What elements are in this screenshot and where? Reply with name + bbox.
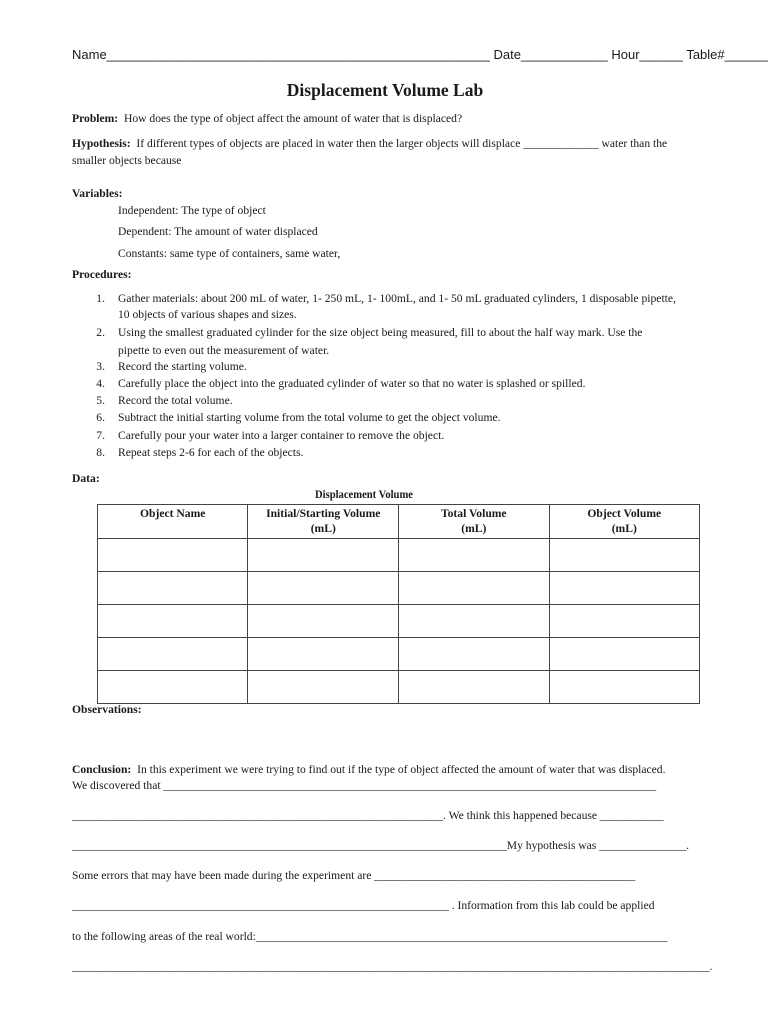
table-cell[interactable] [248, 539, 399, 572]
table-cell[interactable] [248, 638, 399, 671]
table-cell[interactable] [549, 539, 699, 572]
table-cell[interactable] [549, 572, 699, 605]
step-8: Repeat steps 2-6 for each of the objects. [118, 446, 304, 459]
problem-section [72, 112, 462, 125]
table-cell[interactable] [399, 605, 549, 638]
table-row [98, 671, 700, 704]
hypothesis-section [72, 137, 667, 150]
step-number: 4. [96, 377, 105, 390]
column-header-total-volume: Total Volume (mL) [399, 505, 549, 539]
name-field[interactable]: Name_____________________________________________________ [72, 47, 490, 62]
step-5: Record the total volume. [118, 394, 233, 407]
table-cell[interactable] [248, 671, 399, 704]
table-number-field[interactable]: Table#______ [686, 47, 769, 62]
table-row [98, 539, 700, 572]
table-cell[interactable] [248, 572, 399, 605]
table-cell[interactable] [98, 638, 248, 671]
column-header-initial-volume: Initial/Starting Volume (mL) [248, 505, 399, 539]
conclusion-line-3[interactable]: ________________________________________________________________. We think this happened because ___________ [72, 809, 664, 822]
student-header [72, 47, 768, 62]
conclusion-label: Conclusion: [72, 763, 132, 776]
procedures-label: Procedures: [72, 268, 132, 281]
conclusion-line-6[interactable]: _________________________________________________________________ . Information from this lab could be applied [72, 899, 655, 912]
independent-variable: Independent: The type of object [118, 204, 266, 217]
problem-text: How does the type of object affect the amount of water that is displaced? [123, 112, 463, 125]
step-number: 6. [96, 411, 105, 424]
hypothesis-line-1[interactable]: If different types of objects are placed in water then the larger objects will displace _____________ water than the [136, 137, 668, 150]
conclusion-line-4[interactable]: ___________________________________________________________________________My hypothesis was _______________. [72, 839, 690, 852]
conclusion-line-2[interactable]: We discovered that _____________________________________________________________________________________ [72, 779, 657, 792]
hypothesis-line-2[interactable]: smaller objects because [72, 154, 182, 167]
step-1-line-2: 10 objects of various shapes and sizes. [118, 308, 297, 321]
step-number: 2. [96, 326, 105, 339]
step-4: Carefully place the object into the graduated cylinder of water so that no water is splashed or spilled. [118, 377, 586, 390]
table-cell[interactable] [549, 605, 699, 638]
table-row [98, 605, 700, 638]
table-cell[interactable] [98, 671, 248, 704]
step-1-line-1: Gather materials: about 200 mL of water, 1- 250 mL, 1- 100mL, and 1- 50 mL graduated cylinders, 1 disposable pipette, [118, 292, 676, 305]
constants: Constants: same type of containers, same water, [118, 247, 341, 260]
column-header-object-volume: Object Volume (mL) [549, 505, 699, 539]
table-cell[interactable] [399, 638, 549, 671]
table-row [98, 638, 700, 671]
observations-label: Observations: [72, 703, 142, 716]
conclusion-line-5[interactable]: Some errors that may have been made during the experiment are _____________________________________________ [72, 869, 636, 882]
data-table [97, 504, 700, 704]
step-number: 7. [96, 429, 105, 442]
step-7: Carefully pour your water into a larger container to remove the object. [118, 429, 445, 442]
column-header-object-name: Object Name [98, 505, 248, 539]
table-cell[interactable] [98, 572, 248, 605]
date-field[interactable]: Date____________ [493, 47, 608, 62]
step-3: Record the starting volume. [118, 360, 247, 373]
table-cell[interactable] [549, 671, 699, 704]
hour-field[interactable]: Hour______ [611, 47, 683, 62]
table-cell[interactable] [248, 605, 399, 638]
step-number: 3. [96, 360, 105, 373]
conclusion-line-7[interactable]: to the following areas of the real world:_______________________________________________________________________ [72, 930, 668, 943]
table-cell[interactable] [549, 638, 699, 671]
table-cell[interactable] [98, 605, 248, 638]
data-table-title: Displacement Volume [315, 488, 413, 501]
step-number: 5. [96, 394, 105, 407]
variables-label: Variables: [72, 187, 123, 200]
problem-label: Problem: [72, 112, 119, 125]
table-cell[interactable] [98, 539, 248, 572]
table-cell[interactable] [399, 671, 549, 704]
table-header-row [98, 505, 700, 539]
hypothesis-label: Hypothesis: [72, 137, 131, 150]
step-number: 8. [96, 446, 105, 459]
step-number: 1. [96, 292, 105, 305]
page-title: Displacement Volume Lab [286, 80, 484, 100]
dependent-variable: Dependent: The amount of water displaced [118, 225, 318, 238]
step-2-line-2: pipette to even out the measurement of water. [118, 344, 330, 357]
table-row [98, 572, 700, 605]
data-label: Data: [72, 472, 100, 485]
table-cell[interactable] [399, 539, 549, 572]
table-cell[interactable] [399, 572, 549, 605]
conclusion-line-8[interactable]: ______________________________________________________________________________________________________________. [72, 960, 713, 973]
conclusion-line-1: Conclusion: In this experiment we were trying to find out if the type of object affected the amount of water that was displaced. [72, 763, 666, 776]
step-2-line-1: Using the smallest graduated cylinder for the size object being measured, fill to about the half way mark. Use the [118, 326, 643, 339]
step-6: Subtract the initial starting volume from the total volume to get the object volume. [118, 411, 501, 424]
